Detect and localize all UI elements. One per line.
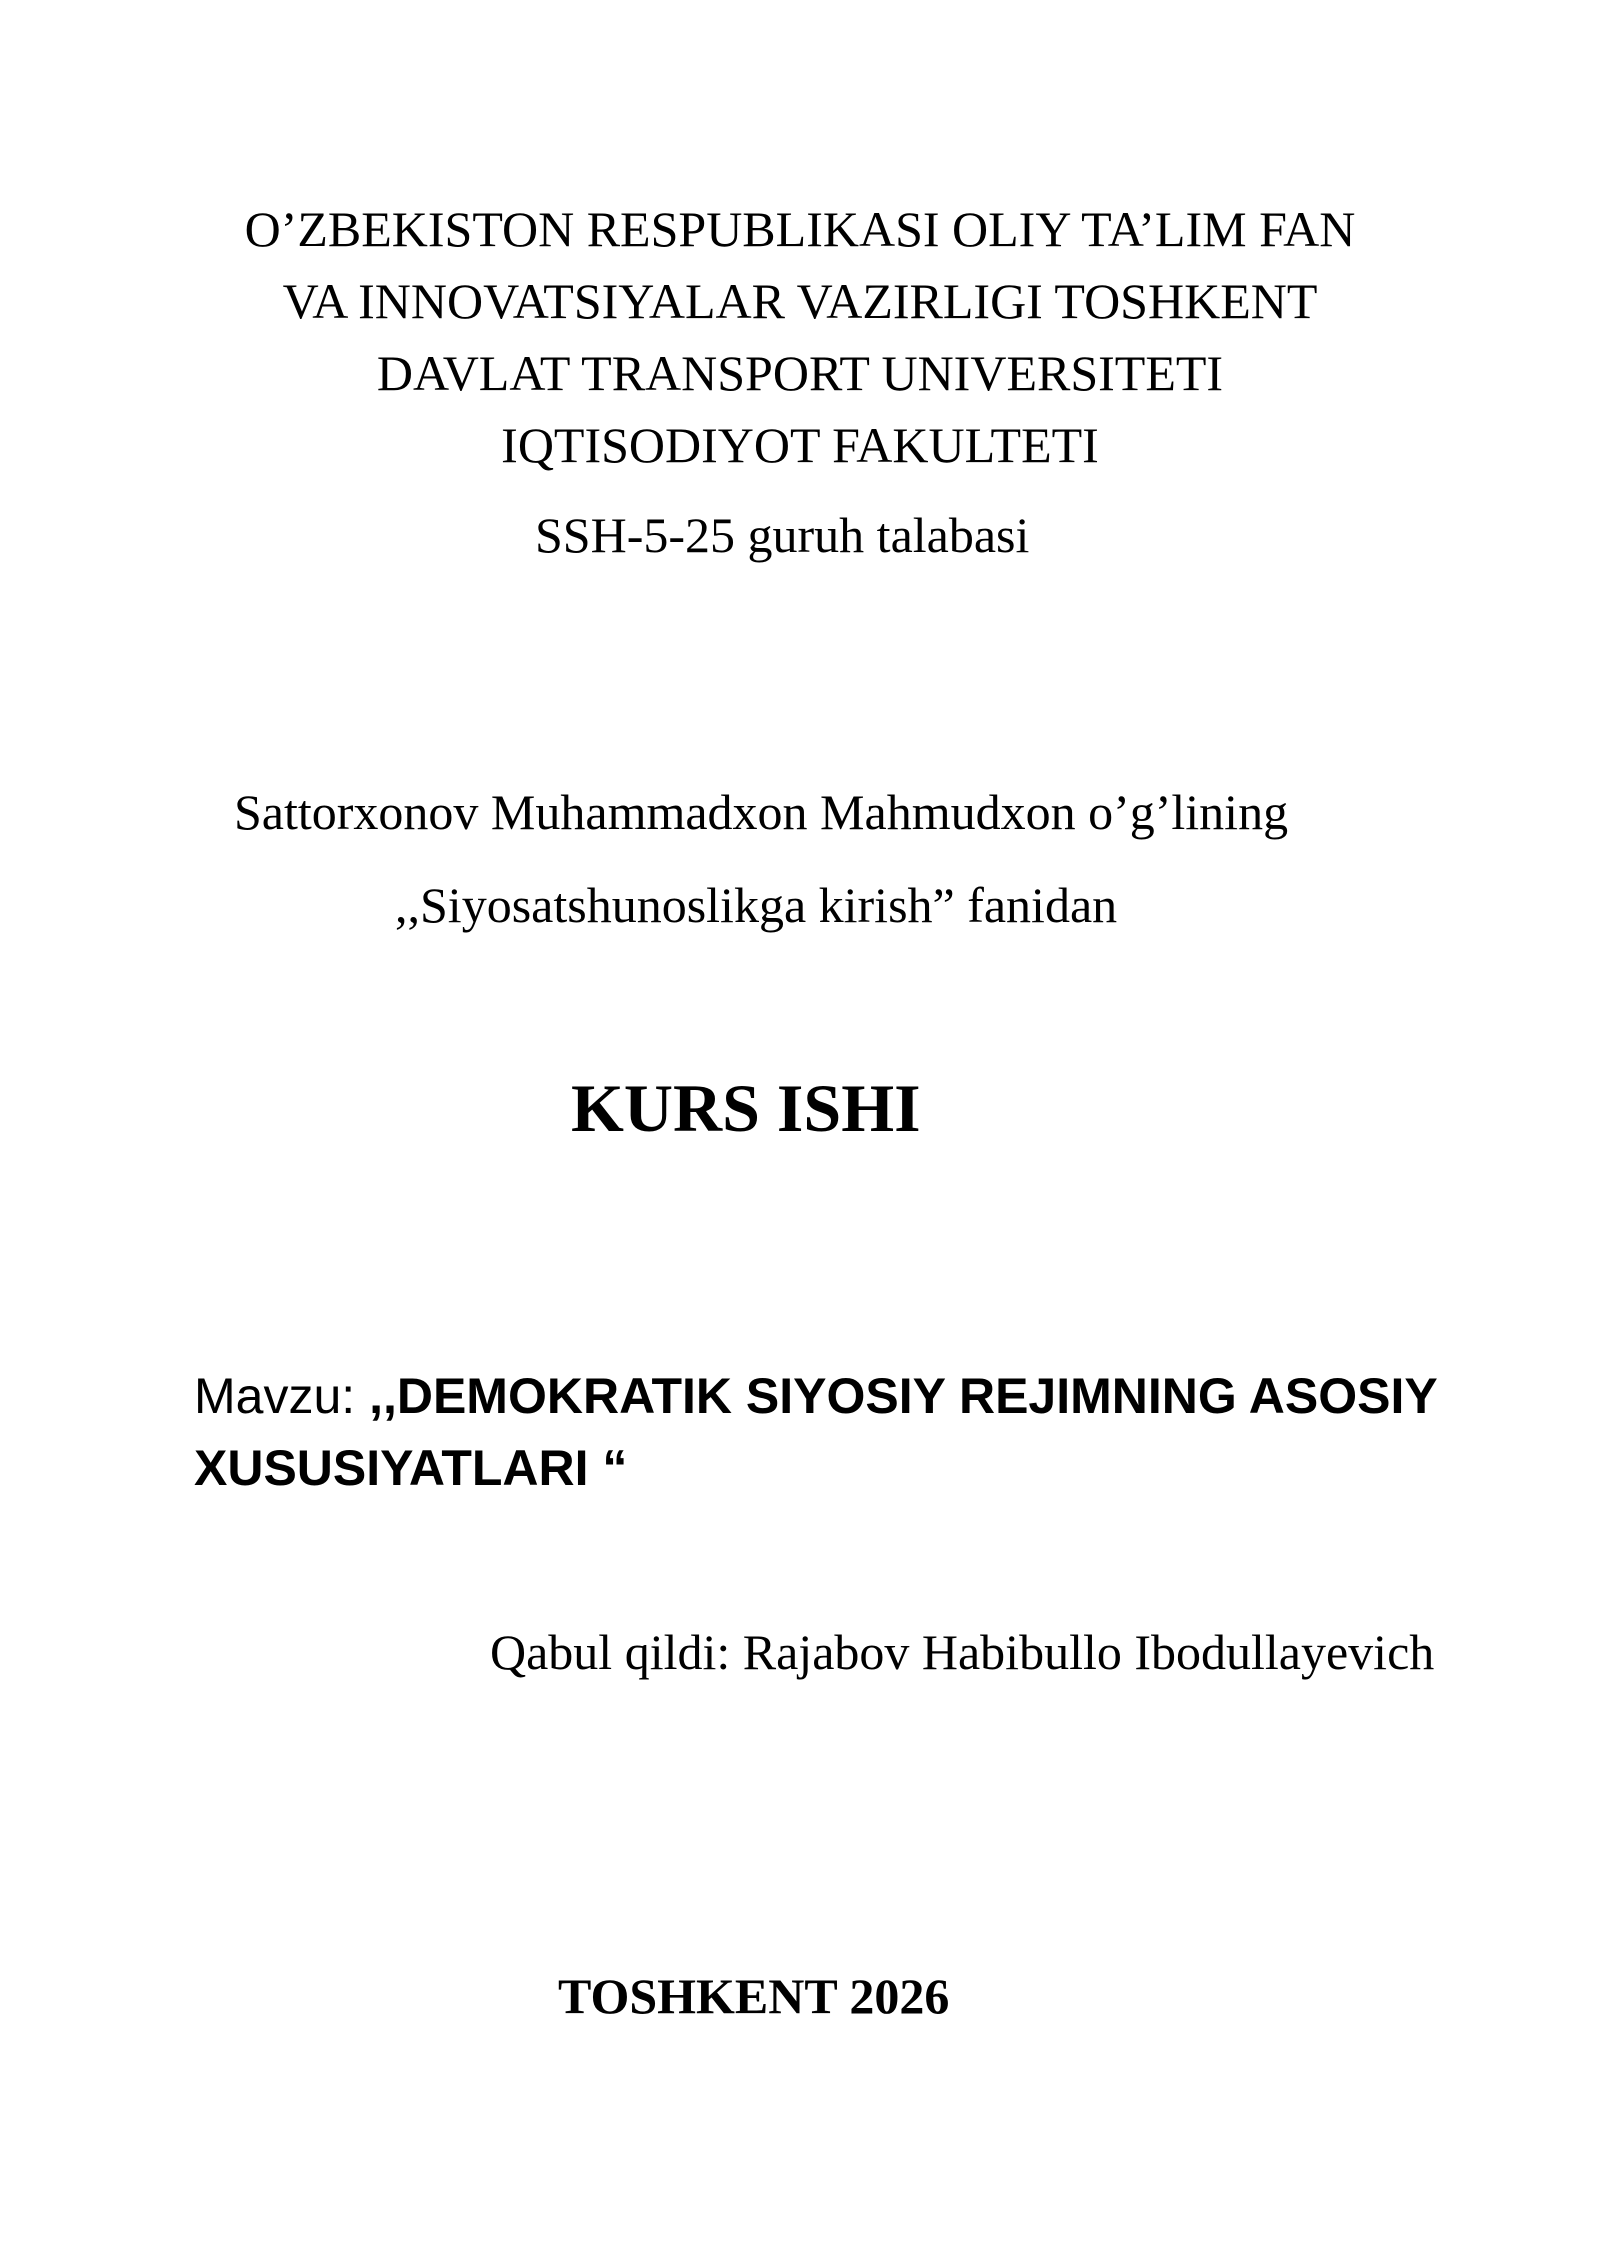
institution-line-2: VA INNOVATSIYALAR VAZIRLIGI TOSHKENT xyxy=(282,273,1318,329)
institution-header xyxy=(0,193,1600,481)
institution-line-3: DAVLAT TRANSPORT UNIVERSITETI xyxy=(376,345,1224,401)
topic-title: ,,DEMOKRATIK SIYOSIY REJIMNING ASOSIY XUSUSIYATLARI “ xyxy=(194,1368,1437,1496)
institution-line-4: IQTISODIYOT FAKULTETI xyxy=(501,417,1099,473)
city-year: TOSHKENT 2026 xyxy=(558,1968,950,2024)
subject-name: ,,Siyosatshunoslikga kirish” fanidan xyxy=(395,877,1118,933)
topic-label: Mavzu: xyxy=(194,1368,370,1424)
document-type-title: KURS ISHI xyxy=(571,1070,921,1146)
topic-block xyxy=(194,1360,1444,1504)
group-label: SSH-5-25 guruh talabasi xyxy=(535,507,1030,563)
student-name: Sattorxonov Muhammadxon Mahmudxon o’g’lining xyxy=(234,784,1289,840)
supervisor-line: Qabul qildi: Rajabov Habibullo Ibodullayevich xyxy=(490,1624,1435,1680)
institution-line-1: O’ZBEKISTON RESPUBLIKASI OLIY TA’LIM FAN xyxy=(244,201,1356,257)
